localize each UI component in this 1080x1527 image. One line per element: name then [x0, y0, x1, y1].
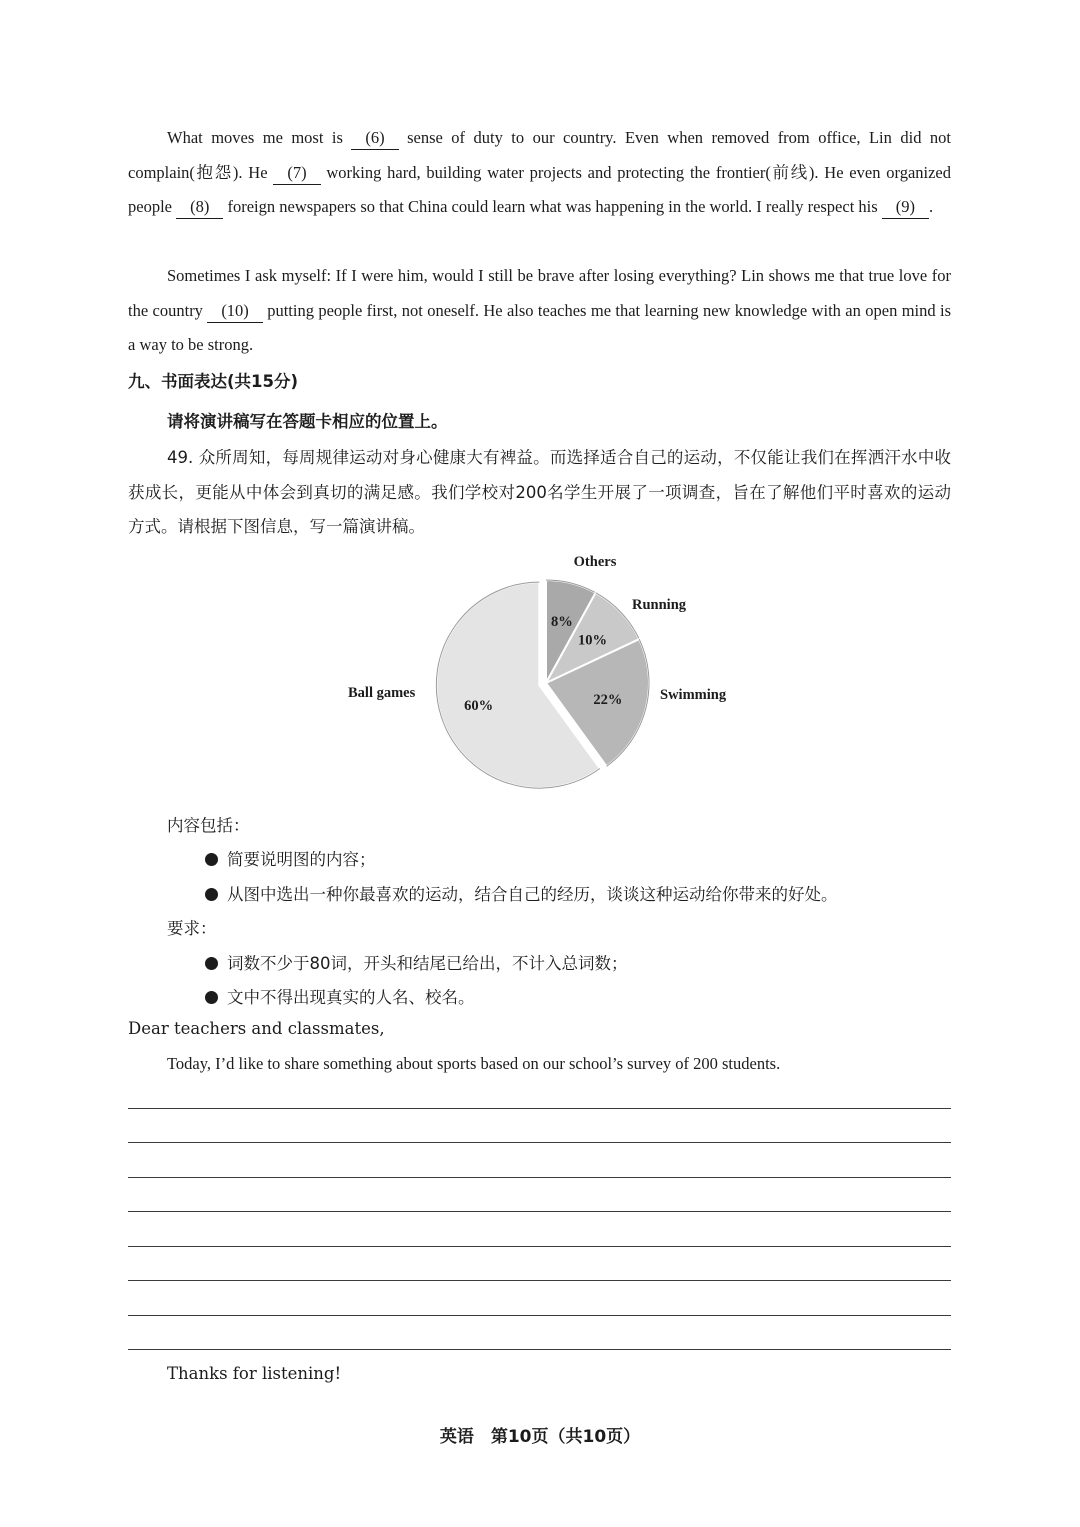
- pie-percent-label: 8%: [551, 614, 573, 631]
- writing-line[interactable]: [128, 1280, 951, 1281]
- passage-paragraph-1: [128, 121, 951, 225]
- passage-text: putting people first, not oneself. He also teaches me that learning new knowledge with an open mind is a way to be strong.: [128, 300, 951, 354]
- bullet-icon: [205, 991, 218, 1004]
- section-instruction: 请将演讲稿写在答题卡相应的位置上。: [167, 412, 448, 431]
- speech-closing: Thanks for listening!: [167, 1364, 342, 1383]
- blank-10[interactable]: (10): [207, 300, 263, 323]
- speech-greeting: Dear teachers and classmates,: [128, 1019, 385, 1038]
- passage-text: foreign newspapers so that China could learn what was happening in the world. I really respect his: [223, 197, 882, 216]
- speech-opening: Today, I’d like to share something about sports based on our school’s survey of 200 students.: [167, 1054, 781, 1073]
- writing-line[interactable]: [128, 1177, 951, 1178]
- passage-text: Sometimes I ask myself: If I were him, would I still be brave after losing everything? Lin shows me that true love for the country: [128, 266, 951, 320]
- writing-line[interactable]: [128, 1108, 951, 1109]
- passage-text: .: [929, 197, 934, 216]
- pie-category-label: Running: [632, 597, 687, 613]
- section-heading: 九、书面表达(共15分): [128, 372, 299, 391]
- requirement-item-1: [205, 950, 628, 974]
- requirement-item-text: 文中不得出现真实的人名、校名。: [227, 988, 475, 1007]
- content-label: 内容包括：: [167, 816, 250, 835]
- bullet-icon: [205, 957, 218, 970]
- passage-text: sense of duty to our country. Even when removed from office, Lin did not complain(抱怨). He: [128, 128, 951, 182]
- pie-percent-label: 60%: [464, 697, 494, 714]
- pie-category-label: Ball games: [348, 685, 416, 701]
- blank-8[interactable]: (8): [176, 196, 223, 219]
- content-item-text: 从图中选出一种你最喜欢的运动，结合自己的经历，谈谈这种运动给你带来的好处。: [227, 885, 838, 904]
- content-item-1: [205, 846, 376, 870]
- writing-line[interactable]: [128, 1142, 951, 1143]
- passage-text: working hard, building water projects and protecting the frontier(前线). He even organized people: [128, 162, 951, 216]
- content-item-2: [205, 881, 838, 905]
- writing-line[interactable]: [128, 1315, 951, 1316]
- passage-text: What moves me most is: [167, 128, 352, 147]
- pie-category-label: Swimming: [660, 687, 727, 703]
- blank-7[interactable]: (7): [273, 162, 320, 185]
- blank-9[interactable]: (9): [882, 196, 929, 219]
- pie-category-label: Others: [573, 554, 617, 570]
- writing-line[interactable]: [128, 1349, 951, 1350]
- content-item-text: 简要说明图的内容；: [227, 850, 376, 869]
- bullet-icon: [205, 853, 218, 866]
- requirement-item-text: 词数不少于80词，开头和结尾已给出，不计入总词数；: [227, 954, 628, 973]
- blank-6[interactable]: (6): [351, 127, 398, 150]
- requirement-item-2: [205, 984, 475, 1008]
- writing-prompt: 49. 众所周知，每周规律运动对身心健康大有裨益。而选择适合自己的运动，不仅能让我们在挥洒汗水中收获成长，更能从中体会到真切的满足感。我们学校对200名学生开展了一项调查，旨在了解他们平时喜欢的运动方式。请根据下图信息，写一篇演讲稿。: [128, 448, 951, 536]
- pie-percent-label: 22%: [593, 691, 623, 708]
- writing-line[interactable]: [128, 1211, 951, 1212]
- pie-percent-label: 10%: [578, 632, 608, 649]
- pie-chart: [330, 545, 750, 795]
- requirements-label: 要求：: [167, 919, 217, 938]
- bullet-icon: [205, 888, 218, 901]
- writing-line[interactable]: [128, 1246, 951, 1247]
- page-footer: 英语 第10页（共10页）: [439, 1427, 641, 1447]
- passage-paragraph-2: [128, 259, 951, 363]
